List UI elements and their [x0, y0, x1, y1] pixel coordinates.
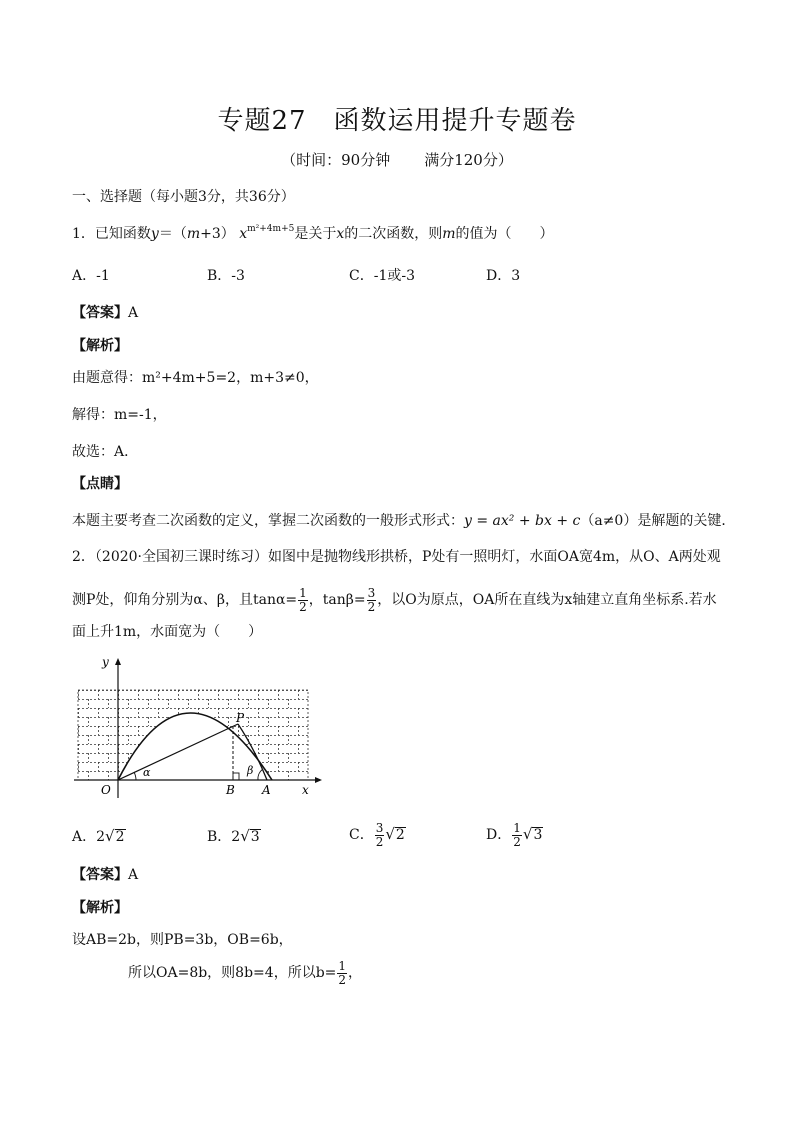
q1-option-d: D．3 — [486, 268, 521, 284]
label-a: A — [262, 783, 271, 797]
q2-analysis-label: 【解析】 — [72, 900, 128, 916]
tan-beta-fraction: $\frac{3}{2}$ — [367, 585, 376, 614]
label-b: B — [226, 783, 235, 797]
q1-analysis-label: 【解析】 — [72, 338, 128, 354]
page-title: 专题27 函数运用提升专题卷 — [217, 106, 577, 136]
section-heading: 一、选择题（每小题3分，共36分） — [72, 189, 295, 205]
x-axis-arrow — [315, 777, 322, 783]
q1-stem: 1．已知函数y＝（m+3） $x^{m^2+4m+5}$是关于x的二次函数，则m的值为（ ） — [72, 224, 554, 242]
q1-comment-label: 【点睛】 — [72, 476, 128, 492]
page-subtitle — [0, 149, 794, 170]
tan-alpha-fraction: $\frac{1}{2}$ — [299, 585, 307, 614]
q2-stem-line3: 面上升1m，水面宽为（ ） — [72, 624, 263, 640]
label-o: O — [101, 783, 111, 797]
q1-analysis-line1: 由题意得：m²+4m+5=2，m+3≠0， — [72, 370, 319, 386]
q1-exponent: m²+4m+5 — [247, 224, 295, 234]
label-p: P — [236, 711, 245, 725]
q2-option-a: A．2√2 — [72, 827, 125, 845]
q2-option-d: D． $\frac{1}{2}$ √3 — [486, 820, 543, 849]
q2-answer: 【答案】A — [72, 867, 139, 883]
q2-stem-line1: 2．（2020·全国初三课时练习）如图中是抛物线形拱桥，P处有一照明灯，水面OA宽4m，从O、A两处观 — [72, 549, 721, 565]
label-y: y — [102, 655, 109, 669]
time-limit: （时间：90分钟 — [281, 151, 391, 169]
label-alpha: α — [143, 766, 151, 779]
q1-option-b: B．-3 — [207, 268, 245, 284]
q2-option-b: B．2√3 — [207, 827, 260, 845]
q1-comment: 本题主要考查二次函数的定义，掌握二次函数的一般形式形式：y = ax² + bx + c（a≠0）是解题的关键． — [72, 513, 736, 529]
q1-option-a: A．-1 — [72, 268, 110, 284]
label-beta: β — [247, 764, 254, 777]
label-x: x — [302, 783, 309, 797]
q1-analysis-line3: 故选：A． — [72, 444, 139, 460]
y-axis-arrow — [115, 658, 121, 665]
full-score: 满分120分） — [424, 151, 513, 169]
q2-analysis-line2: 所以OA=8b，则8b=4，所以b= $\frac{1}{2}$ ， — [128, 958, 363, 987]
parabola-bridge-figure — [66, 652, 326, 802]
q2-stem-line2: 测P处，仰角分别为α、β，且tanα= $\frac{1}{2}$ ，tanβ= $\frac{3}{2}$ ，以O为原点，OA所在直线为x轴建立直角坐标系.若水 — [72, 585, 717, 614]
b-fraction: $\frac{1}{2}$ — [338, 958, 347, 987]
q1-option-c: C．-1或-3 — [349, 268, 415, 284]
quadratic-formula: y = ax² + bx + c — [464, 513, 581, 529]
q2-option-c: C． $\frac{3}{2}$ √2 — [349, 820, 405, 849]
q1-analysis-line2: 解得：m=-1， — [72, 407, 167, 423]
q2-analysis-line1: 设AB=2b，则PB=3b，OB=6b， — [72, 932, 293, 948]
q1-answer: 【答案】A — [72, 305, 139, 321]
